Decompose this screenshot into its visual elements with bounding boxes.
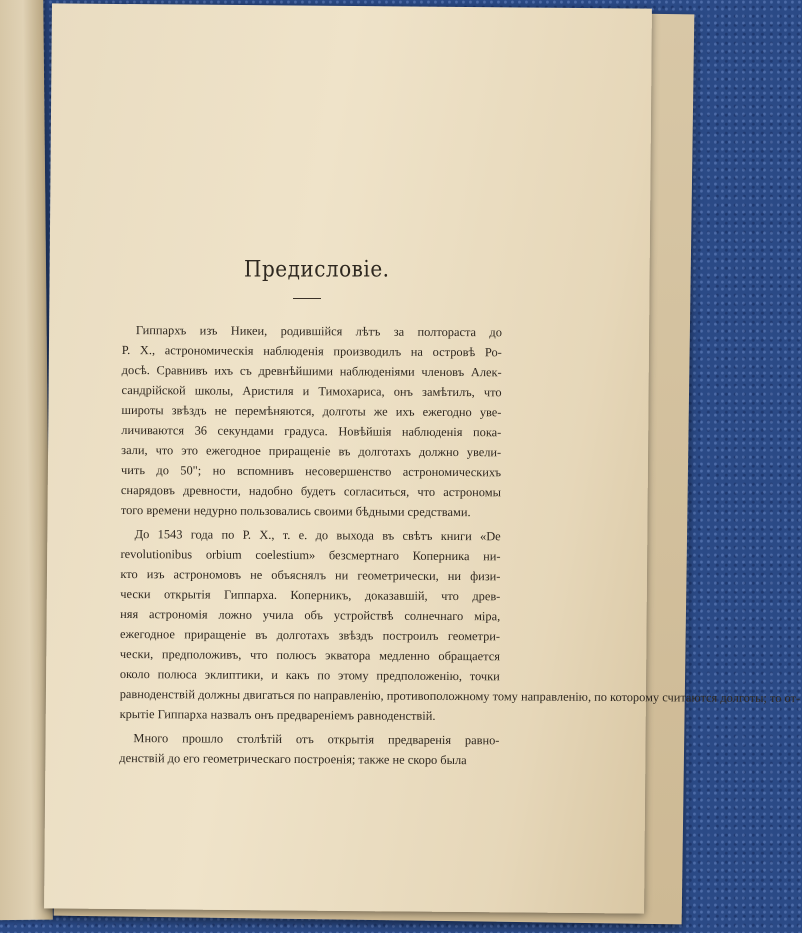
text-line: кто изъ астрономовъ не объяснялъ ни геометрически, ни физи- [120, 566, 501, 584]
text-line: чески, предположивъ, что полюсъ экватора медленно обращается [119, 646, 500, 664]
text-line: Р. Х., астрономическія наблюденія производилъ на островѣ Ро- [121, 342, 502, 360]
text-line: Гиппархъ изъ Никеи, родившійся лѣтъ за полтораста до [135, 323, 502, 340]
text-line: Много прошло столѣтій отъ открытія предваренія равно- [133, 731, 500, 748]
text-line: около полюса эклиптики, и какъ по этому предположенію, точки [119, 666, 500, 684]
text-line: няя астрономія ложно учила объ устройствѣ солнечнаго міра, [120, 606, 501, 624]
text-line: личиваются 36 секундами градуса. Новѣйшія наблюденія пока- [121, 422, 502, 440]
title-rule [293, 298, 321, 299]
text-line: того времени недурно пользовались своими бѣдными средствами. [120, 502, 471, 520]
text-line: сандрійской школы, Аристиля и Тимохариса, онъ замѣтилъ, что [121, 382, 502, 400]
page-title: Предисловіе. [244, 255, 390, 283]
text-line: чить до 50"; но вспомнивъ несовершенство астрономическихъ [121, 462, 502, 480]
text-line: До 1543 года по Р. Х., т. е. до выхода въ свѣтъ книги «De [134, 527, 501, 544]
text-line: чески открытія Гиппарха. Коперникъ, доказавшій, что древ- [120, 586, 501, 604]
body-text [119, 320, 801, 770]
text-line: крытіе Гиппарха назвалъ онъ предвареніемъ равноденствій. [119, 706, 436, 723]
text-line: равноденствій должны двигаться по направленію, противоположному тому направленію, по которому считаются долготы; то от- [119, 686, 801, 706]
text-line: снарядовъ древности, надобно будетъ согласиться, что астрономы [120, 482, 501, 500]
text-line: досѣ. Сравнивъ ихъ съ древнѣйшими наблюденіями членовъ Алек- [121, 362, 502, 380]
text-line: широты звѣздъ не перемѣняются, долготы же ихъ ежегодно уве- [121, 402, 502, 420]
text-line: зали, что это ежегодное приращеніе въ долготахъ должно увели- [121, 442, 502, 460]
text-line: revolutionibus orbium coelestium» безсмертнаго Коперника ни- [120, 546, 501, 564]
text-line: денствій до его геометрическаго построенія; также не скоро была [119, 750, 467, 768]
text-line: ежегодное приращеніе въ долготахъ звѣздъ построилъ геометри- [120, 626, 501, 644]
